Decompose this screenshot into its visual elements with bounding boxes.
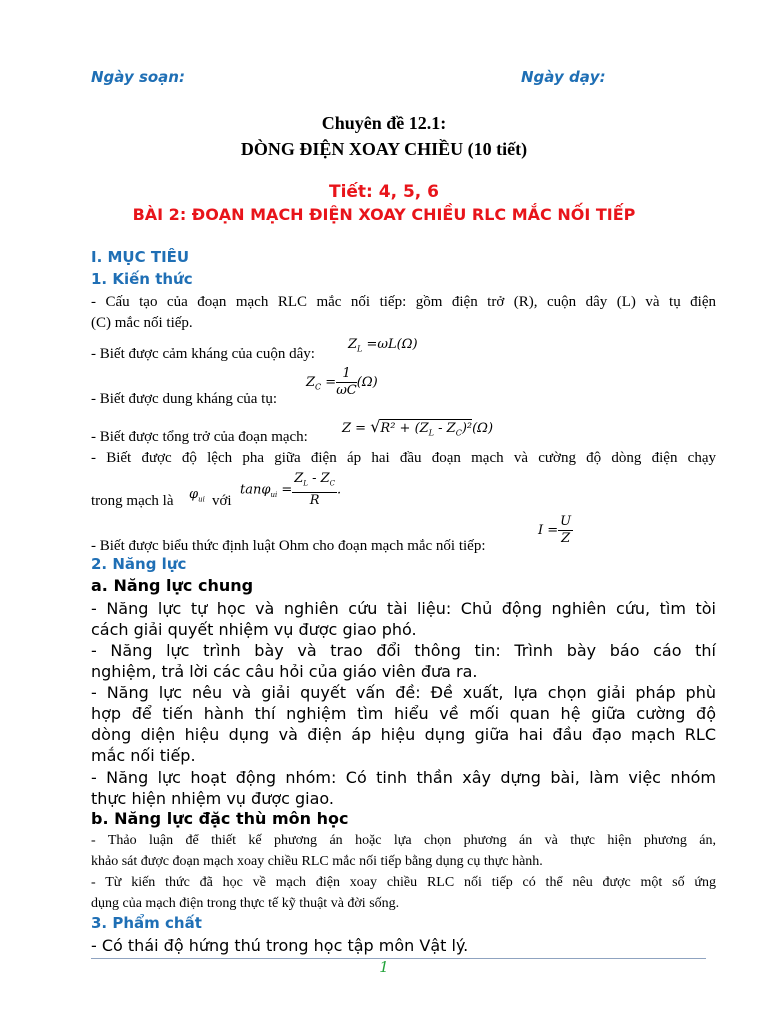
formula-phi (189, 487, 205, 504)
kien-thuc-line-5c: với (212, 493, 232, 509)
kien-thuc-line-4: - Biết được tổng trở của đoạn mạch: (91, 429, 308, 445)
page-number: 1 (379, 958, 389, 976)
formula-z-unit: (Ω) (472, 421, 494, 436)
dac-thu-2b: dụng của mạch điện trong thực tế kỹ thuật và đời sống. (91, 896, 400, 911)
formula-tan-phi (240, 471, 341, 509)
nang-luc-1a: - Năng lực tự học và nghiên cứu tài liệu: Chủ động nghiên cứu, tìm tòi (91, 599, 716, 618)
nang-luc-2b: nghiệm, trả lời các câu hỏi của giáo viên đưa ra. (91, 662, 478, 681)
kien-thuc-line-1a: - Cấu tạo của đoạn mạch RLC mắc nối tiếp: gồm điện trở (R), cuộn dây (L) và tụ điện (91, 294, 716, 310)
formula-zc-den: ωC (336, 383, 357, 398)
formula-zc-sub: C (315, 382, 322, 392)
formula-z-rad: R² + (Z (380, 421, 429, 436)
tiet-title: Tiết: 4, 5, 6 (328, 182, 440, 202)
formula-tan-num-c: C (329, 479, 335, 488)
nang-luc-3d: mắc nối tiếp. (91, 746, 196, 765)
formula-z-c-sub: C (455, 428, 462, 438)
formula-tan-sub: ui (270, 490, 278, 499)
nang-luc-3b: hợp để tiến hành thí nghiệm tìm hiểu về mối quan hệ giữa cường độ (91, 704, 716, 723)
formula-i-fraction (558, 514, 573, 547)
nang-luc-4a: - Năng lực hoạt động nhóm: Có tinh thần xây dựng bài, làm việc nhóm (91, 768, 716, 787)
topic-title: DÒNG ĐIỆN XOAY CHIỀU (10 tiết) (240, 139, 528, 159)
dac-thu-1a: - Thảo luận để thiết kế phương án hoặc lựa chọn phương án và thực hiện phương án, (91, 833, 716, 848)
formula-zl-symbol: Z (348, 337, 358, 352)
formula-z-end: )² (461, 421, 473, 436)
formula-i-den: Z (561, 531, 571, 546)
formula-tan-dot: . (337, 482, 342, 498)
formula-z-radicand (380, 419, 472, 436)
formula-z-l-sub: L (428, 428, 434, 438)
formula-zc-symbol: Z (306, 375, 316, 390)
formula-zl-rhs: =ωL(Ω) (362, 337, 418, 352)
formula-zc-fraction (336, 366, 357, 399)
subheading-nang-luc: 2. Năng lực (91, 555, 187, 573)
formula-tan-num-z: Z (294, 471, 304, 486)
kien-thuc-line-2: - Biết được cảm kháng của cuộn dây: (91, 346, 315, 362)
formula-tan-fraction (292, 471, 337, 509)
kien-thuc-line-6: - Biết được biểu thức định luật Ohm cho đoạn mạch mắc nối tiếp: (91, 538, 486, 554)
kien-thuc-line-5a: - Biết được độ lệch pha giữa điện áp hai đầu đoạn mạch và cường độ dòng điện chạy (91, 450, 716, 466)
kien-thuc-line-5b: trong mạch là (91, 493, 174, 509)
chuyen-de-title: Chuyên đề 12.1: (321, 113, 447, 133)
formula-zc-unit: (Ω) (356, 375, 378, 390)
ngay-day-label: Ngày dạy: (521, 68, 606, 86)
formula-phi-symbol: φ (189, 487, 199, 502)
section-heading-muc-tieu: I. MỤC TIÊU (91, 248, 190, 266)
formula-i-num: U (560, 514, 572, 529)
formula-tong-tro (342, 417, 493, 438)
nang-luc-3a: - Năng lực nêu và giải quyết vấn đề: Đề xuất, lựa chọn giải pháp phù (91, 683, 716, 702)
nang-luc-4b: thực hiện nhiệm vụ được giao. (91, 789, 334, 808)
formula-tan-num-mid: - Z (307, 471, 330, 486)
formula-zl-sub: L (357, 344, 363, 354)
formula-tan-den: R (309, 492, 320, 508)
ngay-soan-label: Ngày soạn: (91, 68, 185, 86)
nang-luc-3c: dòng diện hiệu dụng và điện áp hiệu dụng giữa hai đầu đạo mạch RLC (91, 725, 716, 744)
formula-ohm (538, 514, 573, 547)
dac-thu-1b: khảo sát được đoạn mạch xoay chiều RLC mắc nối tiếp bằng dụng cụ thực hành. (91, 854, 543, 869)
formula-z-mid: - Z (433, 421, 456, 436)
formula-tan-eq: = (277, 482, 293, 498)
formula-tan-num-l: L (303, 479, 308, 488)
formula-dung-khang (306, 366, 378, 399)
kien-thuc-line-1b: (C) mắc nối tiếp. (91, 315, 193, 331)
lesson-title: BÀI 2: ĐOẠN MẠCH ĐIỆN XOAY CHIỀU RLC MẮC NỐI TIẾP (132, 205, 636, 224)
subheading-pham-chat: 3. Phẩm chất (91, 914, 202, 932)
formula-tan-num (292, 471, 337, 493)
nang-luc-2a: - Năng lực trình bày và trao đổi thông tin: Trình bày báo cáo thí (91, 641, 716, 660)
formula-tan-symbol: tanφ (240, 482, 271, 498)
sqrt-icon: √ (370, 417, 381, 436)
kien-thuc-line-3: - Biết được dung kháng của tụ: (91, 391, 278, 407)
formula-zc-num: 1 (336, 366, 357, 383)
formula-i-lhs: I = (538, 523, 559, 538)
subheading-nang-luc-dac-thu: b. Năng lực đặc thù môn học (91, 809, 349, 828)
subheading-kien-thuc: 1. Kiến thức (91, 270, 193, 288)
formula-zc-eq: = (321, 375, 337, 390)
formula-phi-sub: ui (198, 495, 205, 504)
subheading-nang-luc-chung: a. Năng lực chung (91, 576, 254, 595)
pham-chat-1: - Có thái độ hứng thú trong học tập môn Vật lý. (91, 936, 469, 955)
nang-luc-1b: cách giải quyết nhiệm vụ được giao phó. (91, 620, 417, 639)
dac-thu-2a: - Từ kiến thức đã học về mạch điện xoay chiều RLC nối tiếp có thể nêu được một số ứng (91, 875, 716, 890)
formula-cam-khang (348, 337, 418, 354)
formula-z-lhs: Z = (342, 421, 367, 436)
